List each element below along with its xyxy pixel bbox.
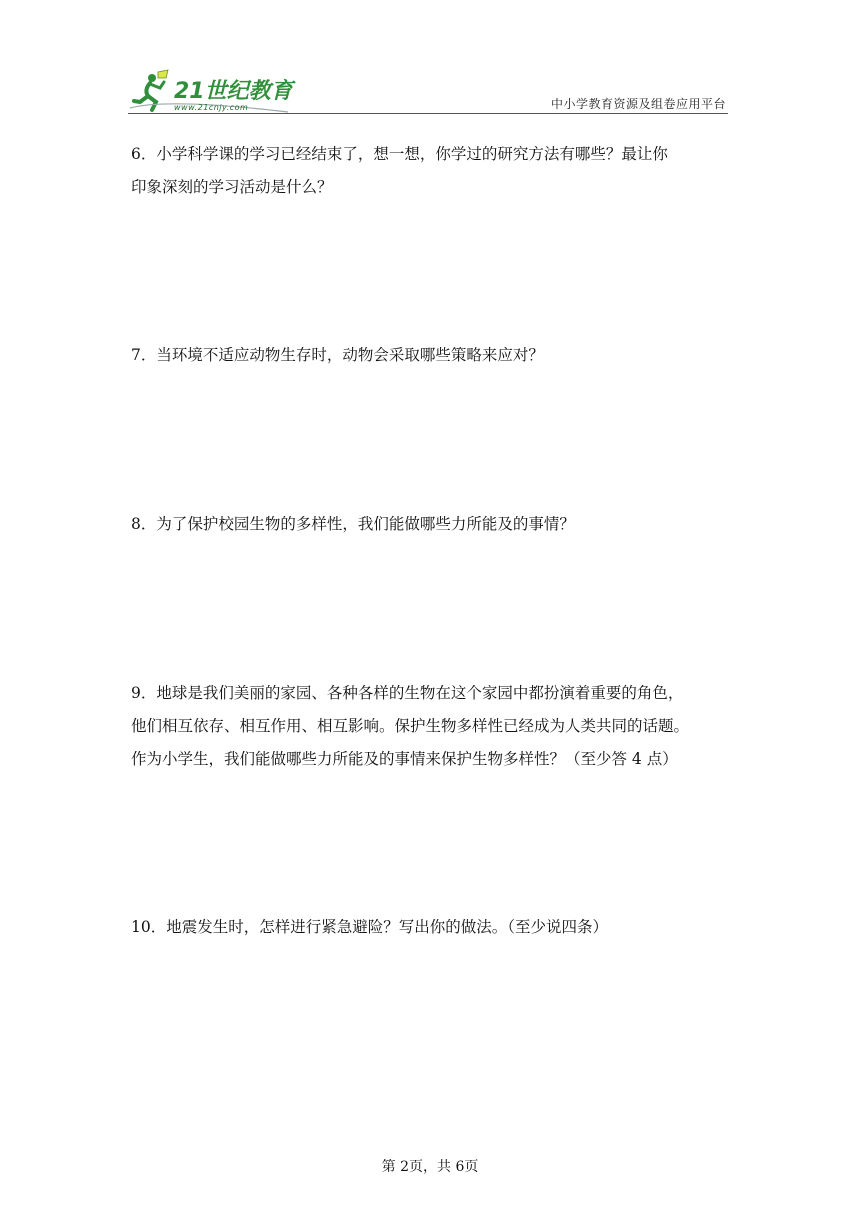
- question-9: [131, 677, 731, 776]
- logo-21cnjy: [128, 68, 298, 116]
- question-line: 作为小学生，我们能做哪些力所能及的事情来保护生物多样性？（至少答 4 点）: [131, 750, 678, 768]
- question-line: 8．为了保护校园生物的多样性，我们能做哪些力所能及的事情？: [131, 515, 575, 533]
- page-header: [128, 62, 728, 118]
- question-line: 10．地震发生时，怎样进行紧急避险？写出你的做法。（至少说四条）: [131, 918, 608, 936]
- question-line: 7．当环境不适应动物生存时，动物会采取哪些策略来应对？: [131, 346, 544, 364]
- header-divider: [128, 113, 728, 114]
- question-line: 印象深刻的学习活动是什么？: [131, 178, 333, 196]
- question-6: [131, 138, 731, 204]
- question-line: 6．小学科学课的学习已经结束了，想一想，你学过的研究方法有哪些？最让你: [131, 145, 668, 163]
- logo-url: www.21cnjy.com: [174, 103, 249, 112]
- logo-text: 21世纪教育: [174, 79, 293, 104]
- question-8: [131, 508, 731, 541]
- question-7: [131, 339, 731, 372]
- page-number: 第 2页，共 6页: [381, 1159, 479, 1175]
- question-10: [131, 911, 731, 944]
- question-line: 他们相互依存、相互作用、相互影响。保护生物多样性已经成为人类共同的话题。: [131, 717, 690, 735]
- header-tagline: 中小学教育资源及组卷应用平台: [550, 97, 726, 111]
- question-line: 9．地球是我们美丽的家园、各种各样的生物在这个家园中都扮演着重要的角色，: [131, 684, 684, 702]
